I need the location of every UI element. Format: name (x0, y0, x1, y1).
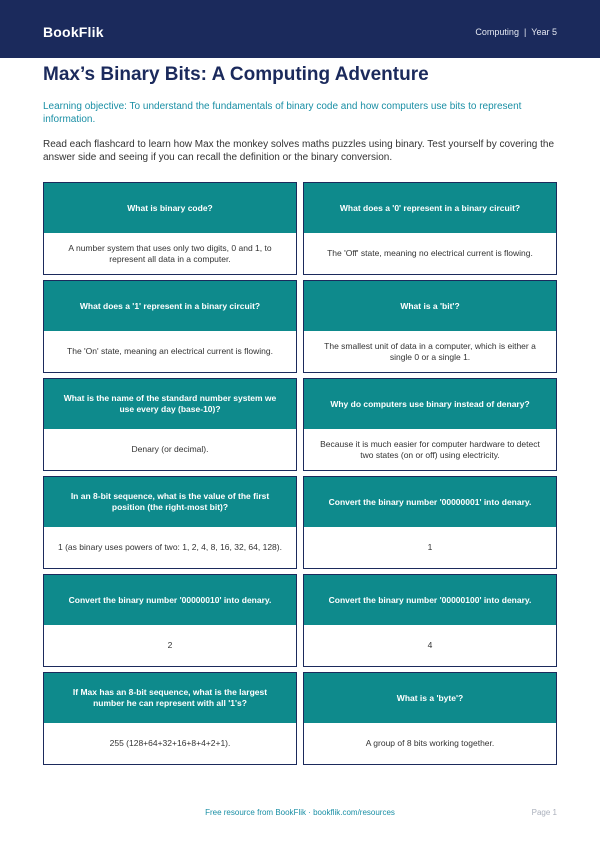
flashcard[interactable] (43, 378, 297, 471)
flashcard[interactable] (303, 182, 557, 275)
flashcard-answer: A number system that uses only two digits, 0 and 1, to represent all data in a computer. (44, 233, 296, 274)
intro-text: Read each flashcard to learn how Max the monkey solves maths puzzles using binary. Test yourself by covering the answer side and seeing if you can recall the definition or the binary conversion. (43, 139, 555, 163)
flashcard-question: What is binary code? (44, 183, 296, 233)
subject-separator: | (523, 27, 527, 37)
flashcard[interactable] (303, 574, 557, 667)
flashcard[interactable] (43, 574, 297, 667)
learning-objective: Learning objective: To understand the fundamentals of binary code and how computers use bits to represent information. (43, 101, 522, 125)
flashcard[interactable] (303, 476, 557, 569)
page-title: Max’s Binary Bits: A Computing Adventure (43, 64, 429, 85)
flashcard-question: What does a '1' represent in a binary circuit? (44, 281, 296, 331)
subject-label (475, 27, 557, 37)
flashcard-answer: The 'Off' state, meaning no electrical current is flowing. (304, 233, 556, 274)
flashcard-answer: The smallest unit of data in a computer, which is either a single 0 or a single 1. (304, 331, 556, 372)
flashcard-question: What is a 'bit'? (304, 281, 556, 331)
flashcard-question: Convert the binary number '00000010' into denary. (44, 575, 296, 625)
top-bar (0, 0, 600, 58)
flashcard-answer: A group of 8 bits working together. (304, 723, 556, 764)
subject-name: Computing (475, 27, 519, 37)
brand-logo[interactable]: BookFlik (43, 24, 104, 40)
flashcard-question: In an 8-bit sequence, what is the value of the first position (the right-most bit)? (44, 477, 296, 527)
flashcard-answer: Because it is much easier for computer hardware to detect two states (on or off) using electricity. (304, 429, 556, 470)
flashcard[interactable] (43, 672, 297, 765)
flashcard-grid (43, 182, 557, 765)
flashcard-answer: 1 (as binary uses powers of two: 1, 2, 4, 8, 16, 32, 64, 128). (44, 527, 296, 568)
flashcard-question: What does a '0' represent in a binary circuit? (304, 183, 556, 233)
flashcard-answer: 1 (304, 527, 556, 568)
flashcard-answer: Denary (or decimal). (44, 429, 296, 470)
flashcard[interactable] (43, 476, 297, 569)
flashcard[interactable] (303, 280, 557, 373)
footer-link[interactable]: Free resource from BookFlik · bookflik.com/resources (205, 808, 395, 817)
flashcard-answer: 2 (44, 625, 296, 666)
flashcard-answer: The 'On' state, meaning an electrical current is flowing. (44, 331, 296, 372)
flashcard[interactable] (303, 378, 557, 471)
flashcard-answer: 255 (128+64+32+16+8+4+2+1). (44, 723, 296, 764)
flashcard-answer: 4 (304, 625, 556, 666)
flashcard-question: If Max has an 8-bit sequence, what is the largest number he can represent with all '1's? (44, 673, 296, 723)
flashcard[interactable] (43, 280, 297, 373)
flashcard[interactable] (303, 672, 557, 765)
flashcard-question: What is a 'byte'? (304, 673, 556, 723)
flashcard[interactable] (43, 182, 297, 275)
flashcard-question: Why do computers use binary instead of denary? (304, 379, 556, 429)
flashcard-question: Convert the binary number '00000100' into denary. (304, 575, 556, 625)
page-number: Page 1 (531, 808, 557, 817)
flashcard-question: What is the name of the standard number system we use every day (base-10)? (44, 379, 296, 429)
flashcard-question: Convert the binary number '00000001' into denary. (304, 477, 556, 527)
year-level: Year 5 (531, 27, 557, 37)
